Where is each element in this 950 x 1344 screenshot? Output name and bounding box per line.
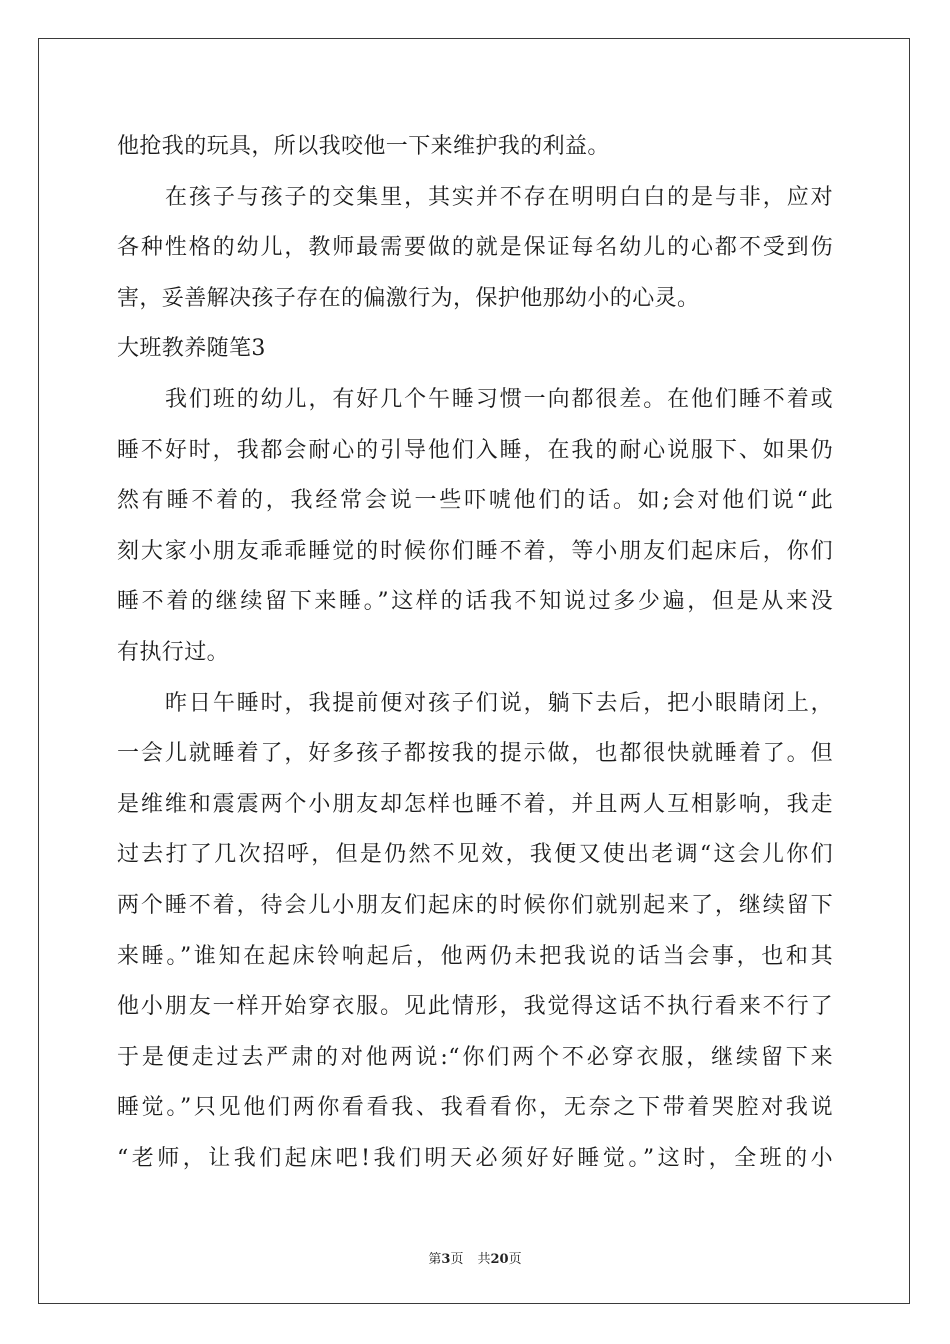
page-footer xyxy=(0,1248,950,1267)
text-line: 刻大家小朋友乖乖睡觉的时候你们睡不着，等小朋友们起床后，你们 xyxy=(117,538,833,564)
text-line: 我们班的幼儿，有好几个午睡习惯一向都很差。在他们睡不着或 xyxy=(165,386,833,412)
text-line: 于是便走过去严肃的对他两说:“你们两个不必穿衣服，继续留下来 xyxy=(117,1044,833,1070)
text-line: 是维维和震震两个小朋友却怎样也睡不着，并且两人互相影响，我走 xyxy=(117,791,833,817)
text-line: 一会儿就睡着了，好多孩子都按我的提示做，也都很快就睡着了。但 xyxy=(117,741,833,767)
footer-total-suffix: 页 xyxy=(508,1252,522,1267)
text-line: “老师，让我们起床吧!我们明天必须好好睡觉。”这时，全班的小 xyxy=(117,1145,833,1171)
text-line: 昨日午睡时，我提前便对孩子们说，躺下去后，把小眼睛闭上， xyxy=(165,690,833,716)
text-line: 他小朋友一样开始穿衣服。见此情形，我觉得这话不执行看来不行了 xyxy=(117,994,833,1020)
text-line: 来睡。”谁知在起床铃响起后，他两仍未把我说的话当会事，也和其 xyxy=(117,943,833,969)
text-line: 他抢我的玩具，所以我咬他一下来维护我的利益。 xyxy=(117,134,610,159)
text-line: 然有睡不着的，我经常会说一些吓唬他们的话。如;会对他们说“此 xyxy=(117,488,833,514)
footer-total-pages: 20 xyxy=(490,1252,509,1267)
text-line: 害，妥善解决孩子存在的偏激行为，保护他那幼小的心灵。 xyxy=(117,285,700,311)
text-line: 有执行过。 xyxy=(117,639,230,665)
text-line: 睡不着的继续留下来睡。”这样的话我不知说过多少遍，但是从来没 xyxy=(117,589,833,615)
footer-total-prefix: 共 xyxy=(477,1252,491,1267)
text-line: 过去打了几次招呼，但是仍然不见效，我便又使出老调“这会儿你们 xyxy=(117,842,833,868)
footer-page-number: 3 xyxy=(441,1252,451,1267)
text-line: 在孩子与孩子的交集里，其实并不存在明明白白的是与非，应对 xyxy=(165,184,833,210)
text-line: 睡觉。”只见他们两你看看我、我看看你，无奈之下带着哭腔对我说 xyxy=(117,1095,833,1121)
footer-page-suffix: 页 xyxy=(450,1252,464,1267)
text-line: 睡不好时，我都会耐心的引导他们入睡，在我的耐心说服下、如果仍 xyxy=(117,437,833,463)
footer-page-prefix: 第 xyxy=(428,1252,442,1267)
text-line: 两个睡不着，待会儿小朋友们起床的时候你们就别起来了，继续留下 xyxy=(117,892,833,918)
text-line: 各种性格的幼儿，教师最需要做的就是保证每名幼儿的心都不受到伤 xyxy=(117,235,833,261)
document-body xyxy=(117,122,833,1184)
text-line: 大班教养随笔3 xyxy=(117,336,266,362)
